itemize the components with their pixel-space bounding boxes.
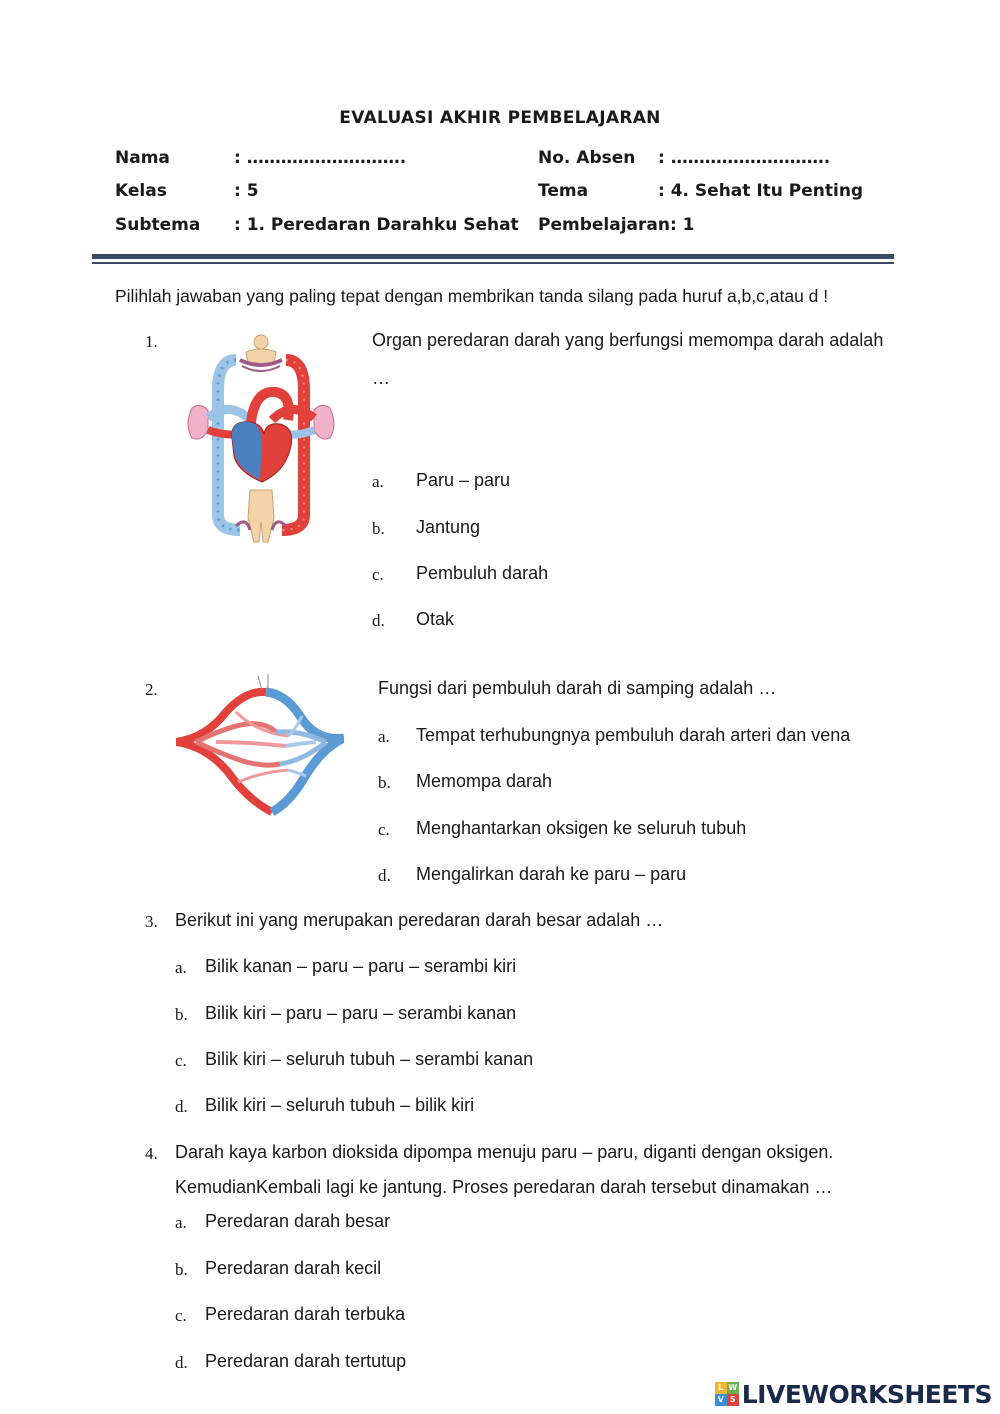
q2-option-d[interactable]: Mengalirkan darah ke paru – paru [416, 864, 687, 884]
question-4-text-continued: KemudianKembali lagi ke jantung. Proses peredaran darah tersebut dinamakan … [175, 1177, 833, 1197]
q1-option-c-letter[interactable]: c. [372, 565, 384, 584]
absen-field[interactable]: : ………………………. [658, 148, 831, 168]
instruction-text: Pilihlah jawaban yang paling tepat dengan membrikan tanda silang pada huruf a,b,c,atau d ! [115, 286, 829, 306]
q2-option-b-letter[interactable]: b. [378, 773, 391, 792]
q1-option-b[interactable]: Jantung [416, 517, 481, 537]
q3-option-a[interactable]: Bilik kanan – paru – paru – serambi kiri [205, 956, 517, 976]
page-title: EVALUASI AKHIR PEMBELAJARAN [339, 108, 661, 128]
question-2-text: Fungsi dari pembuluh darah di samping adalah … [378, 678, 777, 698]
q2-option-a-letter[interactable]: a. [378, 727, 390, 746]
liveworksheets-logo [715, 1378, 992, 1410]
q2-option-b[interactable]: Memompa darah [416, 771, 553, 791]
q1-option-a-letter[interactable]: a. [372, 472, 384, 491]
q1-option-d[interactable]: Otak [416, 609, 455, 629]
question-3-number: 3. [145, 912, 158, 931]
q4-option-a[interactable]: Peredaran darah besar [205, 1211, 391, 1231]
header-divider-thin [92, 262, 894, 264]
q1-option-a[interactable]: Paru – paru [416, 470, 511, 490]
q2-option-a[interactable]: Tempat terhubungnya pembuluh darah arteri dan vena [416, 725, 851, 745]
nama-field[interactable]: : ………………………. [234, 148, 407, 168]
upper-body-icon [246, 335, 276, 364]
q4-option-a-letter[interactable]: a. [175, 1213, 187, 1232]
circulatory-system-illustration [180, 330, 342, 545]
q4-option-b[interactable]: Peredaran darah kecil [205, 1258, 382, 1278]
q3-option-d[interactable]: Bilik kiri – seluruh tubuh – bilik kiri [205, 1095, 475, 1115]
question-3-text: Berikut ini yang merupakan peredaran darah besar adalah … [175, 910, 664, 930]
q3-option-b[interactable]: Bilik kiri – paru – paru – serambi kanan [205, 1003, 517, 1023]
question-2-number: 2. [145, 680, 158, 699]
question-1-text: Organ peredaran darah yang berfungsi memompa darah adalah [372, 330, 884, 350]
q3-option-d-letter[interactable]: d. [175, 1097, 188, 1116]
q3-option-c[interactable]: Bilik kiri – seluruh tubuh – serambi kanan [205, 1049, 534, 1069]
q4-option-d[interactable]: Peredaran darah tertutup [205, 1351, 407, 1371]
kelas-value: : 5 [234, 181, 259, 201]
tema-label: Tema [538, 181, 589, 201]
liveworksheets-brand-text: LIVEWORKSHEETS [741, 1379, 992, 1409]
q3-option-b-letter[interactable]: b. [175, 1005, 188, 1024]
q2-option-c[interactable]: Menghantarkan oksigen ke seluruh tubuh [416, 818, 747, 838]
question-1-number: 1. [145, 332, 158, 351]
question-4-number: 4. [145, 1144, 158, 1163]
q3-option-a-letter[interactable]: a. [175, 958, 187, 977]
q4-option-c[interactable]: Peredaran darah terbuka [205, 1304, 406, 1324]
liveworksheets-badge-icon: L W V S [715, 1382, 739, 1406]
q4-option-b-letter[interactable]: b. [175, 1260, 188, 1279]
q4-option-d-letter[interactable]: d. [175, 1353, 188, 1372]
q1-option-c[interactable]: Pembuluh darah [416, 563, 549, 583]
nama-label: Nama [115, 148, 170, 168]
q4-option-c-letter[interactable]: c. [175, 1306, 187, 1325]
q1-option-b-letter[interactable]: b. [372, 519, 385, 538]
question-4-text: Darah kaya karbon dioksida dipompa menuju paru – paru, diganti dengan oksigen. [175, 1142, 834, 1162]
subtema-value: : 1. Peredaran Darahku Sehat [234, 215, 519, 235]
kelas-label: Kelas [115, 181, 167, 201]
header-divider-thick [92, 254, 894, 259]
q3-option-c-letter[interactable]: c. [175, 1051, 187, 1070]
q2-option-c-letter[interactable]: c. [378, 820, 390, 839]
pembelajaran-value: Pembelajaran: 1 [538, 215, 695, 235]
question-1-text-continued: … [372, 368, 390, 388]
tema-value: : 4. Sehat Itu Penting [658, 181, 864, 201]
subtema-label: Subtema [115, 215, 201, 235]
q2-option-d-letter[interactable]: d. [378, 866, 391, 885]
q1-option-d-letter[interactable]: d. [372, 611, 385, 630]
lower-body-icon [248, 490, 274, 542]
absen-label: No. Absen [538, 148, 636, 168]
heart-icon [232, 422, 292, 482]
capillary-network-illustration [176, 672, 344, 830]
